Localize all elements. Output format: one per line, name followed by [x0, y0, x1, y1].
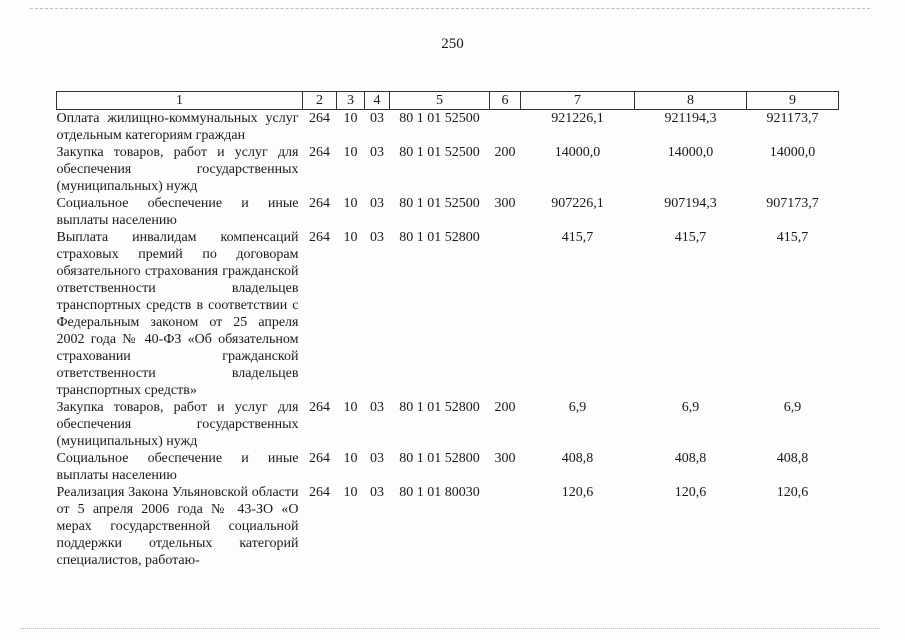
value-7: 907226,1 [551, 196, 604, 211]
code-5: 80 1 01 52800 [399, 230, 480, 245]
code-3: 10 [343, 485, 358, 500]
scan-edge-bottom [20, 628, 880, 629]
value-8: 415,7 [674, 230, 707, 245]
value-8: 14000,0 [667, 145, 714, 160]
header-cell: 8 [635, 92, 747, 110]
code-3: 10 [343, 196, 358, 211]
code-6: 300 [494, 196, 516, 211]
value-7: 14000,0 [554, 145, 601, 160]
code-6 [490, 229, 521, 399]
value-8: 907194,3 [664, 196, 717, 211]
table-row [57, 399, 839, 450]
budget-table [56, 91, 839, 569]
row-name: Оплата жилищно-коммунальных услуг отдельным категориям граждан [56, 111, 299, 143]
value-7: 415,7 [561, 230, 594, 245]
code-5: 80 1 01 52500 [399, 196, 480, 211]
code-5: 80 1 01 52500 [399, 145, 480, 160]
table-header-row [57, 92, 839, 110]
code-4: 03 [370, 145, 384, 160]
table-row [57, 110, 839, 145]
header-cell: 6 [490, 92, 521, 110]
code-4: 03 [370, 451, 384, 466]
table-row [57, 229, 839, 399]
code-4: 03 [370, 196, 384, 211]
header-cell: 3 [337, 92, 365, 110]
value-7: 921226,1 [551, 111, 604, 126]
code-6 [490, 110, 521, 145]
code-3: 10 [343, 230, 358, 245]
value-9: 921173,7 [766, 111, 819, 126]
code-2: 264 [309, 145, 330, 160]
code-2: 264 [309, 111, 330, 126]
value-8: 6,9 [681, 400, 700, 415]
row-name: Закупка товаров, работ и услуг для обеспечения государственных (муниципальных) нужд [56, 145, 299, 194]
code-5: 80 1 01 52800 [399, 400, 480, 415]
value-8: 921194,3 [664, 111, 717, 126]
code-4: 03 [370, 111, 384, 126]
value-7: 408,8 [561, 451, 594, 466]
row-name: Закупка товаров, работ и услуг для обеспечения государственных (муниципальных) нужд [56, 400, 299, 449]
value-8: 120,6 [674, 485, 707, 500]
value-9: 120,6 [776, 485, 809, 500]
code-6 [490, 484, 521, 569]
value-9: 14000,0 [769, 145, 816, 160]
value-9: 6,9 [783, 400, 802, 415]
code-2: 264 [309, 230, 330, 245]
code-3: 10 [343, 145, 358, 160]
page-number: 250 [441, 36, 464, 52]
value-7: 6,9 [568, 400, 587, 415]
table-row [57, 195, 839, 229]
value-7: 120,6 [561, 485, 594, 500]
code-4: 03 [370, 400, 384, 415]
row-name: Реализация Закона Ульяновской области от 5 апреля 2006 года № 43-ЗО «О мерах государственной социальной поддержки отдельных категорий специалистов, работаю- [56, 485, 299, 568]
code-5: 80 1 01 52500 [399, 111, 480, 126]
row-name: Социальное обеспечение и иные выплаты населению [56, 451, 299, 483]
code-6: 200 [494, 400, 516, 415]
code-3: 10 [343, 400, 358, 415]
value-9: 408,8 [776, 451, 809, 466]
row-name: Выплата инвалидам компенсаций страховых премий по договорам обязательного страхования гражданской ответственности владельцев транспортных средств в соответствии с Федеральным законом от 25 апреля 2002 года № 40-ФЗ «Об обязательном страховании гражданской ответственности владельцев транспортных средств» [56, 230, 299, 398]
code-5: 80 1 01 52800 [399, 451, 480, 466]
code-6: 300 [494, 451, 516, 466]
code-3: 10 [343, 451, 358, 466]
header-cell: 7 [521, 92, 635, 110]
code-2: 264 [309, 451, 330, 466]
header-cell: 5 [390, 92, 490, 110]
value-9: 415,7 [776, 230, 809, 245]
code-3: 10 [343, 111, 358, 126]
value-8: 408,8 [674, 451, 707, 466]
code-4: 03 [370, 485, 384, 500]
code-2: 264 [309, 400, 330, 415]
code-2: 264 [309, 485, 330, 500]
code-2: 264 [309, 196, 330, 211]
header-cell: 1 [57, 92, 303, 110]
code-5: 80 1 01 80030 [399, 485, 480, 500]
code-6: 200 [494, 145, 516, 160]
table-row [57, 484, 839, 569]
header-cell: 4 [365, 92, 390, 110]
header-cell: 2 [303, 92, 337, 110]
code-4: 03 [370, 230, 384, 245]
row-name: Социальное обеспечение и иные выплаты населению [56, 196, 299, 228]
value-9: 907173,7 [766, 196, 819, 211]
header-cell: 9 [747, 92, 839, 110]
table-row [57, 450, 839, 484]
scan-edge-top [30, 8, 870, 9]
table-row [57, 144, 839, 195]
